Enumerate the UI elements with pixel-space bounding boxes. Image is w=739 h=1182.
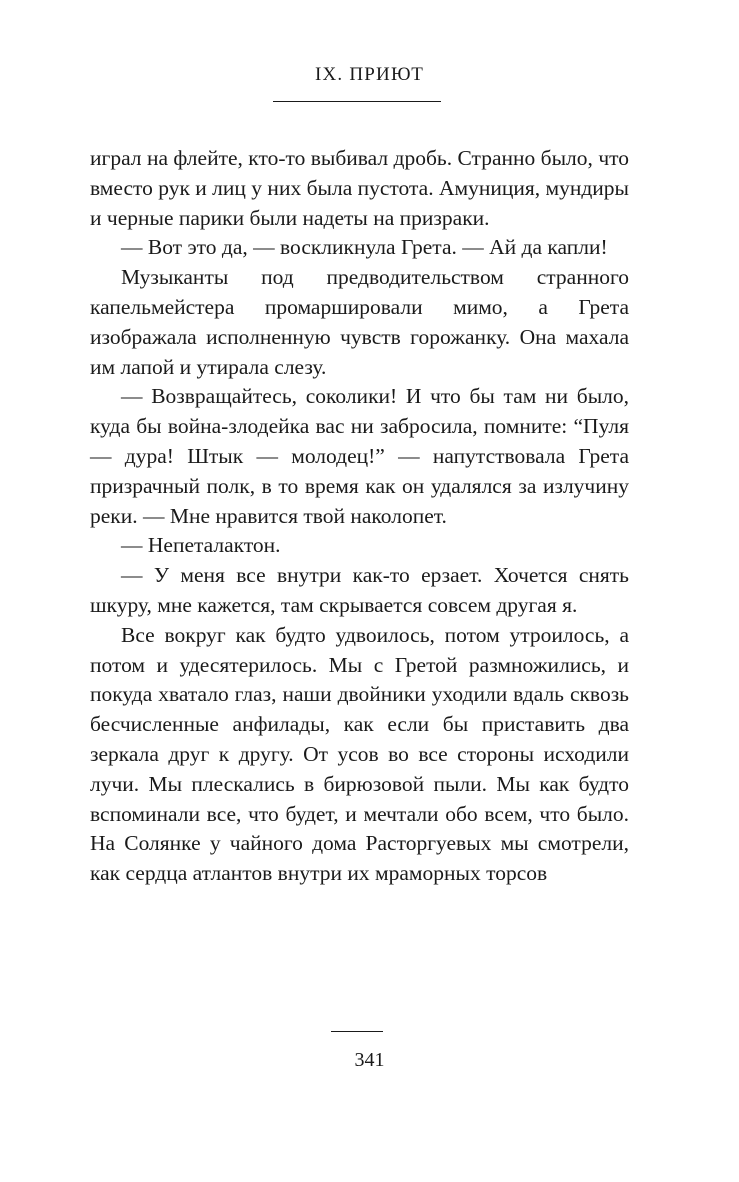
paragraph-6: — У меня все внутри как-то ерзает. Хочется снять шкуру, мне кажется, там скрывается совсем другая я.	[90, 563, 629, 617]
paragraph-4: — Возвращайтесь, соколики! И что бы там ни было, куда бы война-злодейка вас ни забросила, помните: “Пуля — дура! Штык — молодец!” — напутствовала Грета призрачный полк, в то время как он удалялся за излучину реки. — Мне нравится твой наколопет.	[90, 384, 629, 528]
paragraph-1: играл на флейте, кто-то выбивал дробь. Странно было, что вместо рук и лиц у них была пустота. Амуниция, мундиры и черные парики были надеты на призраки.	[90, 146, 629, 230]
paragraph-5: — Непеталактон.	[121, 533, 281, 558]
paragraph-2: — Вот это да, — воскликнула Грета. — Ай да капли!	[121, 235, 608, 260]
body-text	[90, 144, 629, 889]
header-divider	[273, 101, 441, 102]
footer-divider	[331, 1031, 383, 1032]
running-head: IX. ПРИЮТ	[314, 64, 425, 85]
paragraph-3: Музыканты под предводительством странного капельмейстера промаршировали мимо, а Грета изображала исполненную чувств горожанку. Она махала им лапой и утирала слезу.	[90, 265, 629, 379]
page-number: 341	[354, 1049, 385, 1071]
paragraph-7: Все вокруг как будто удвоилось, потом утроилось, а потом и удесятерилось. Мы с Гретой размножились, и покуда хватало глаз, наши двойники уходили вдаль сквозь бесчисленные анфилады, как если бы приставить два зеркала друг к другу. От усов во все стороны исходили лучи. Мы плескались в бирюзовой пыли. Мы как будто вспоминали все, что будет, и мечтали обо всем, что было. На Солянке у чайного дома Расторгуевых мы смотрели, как сердца атлантов внутри их мраморных торсов	[90, 622, 629, 886]
